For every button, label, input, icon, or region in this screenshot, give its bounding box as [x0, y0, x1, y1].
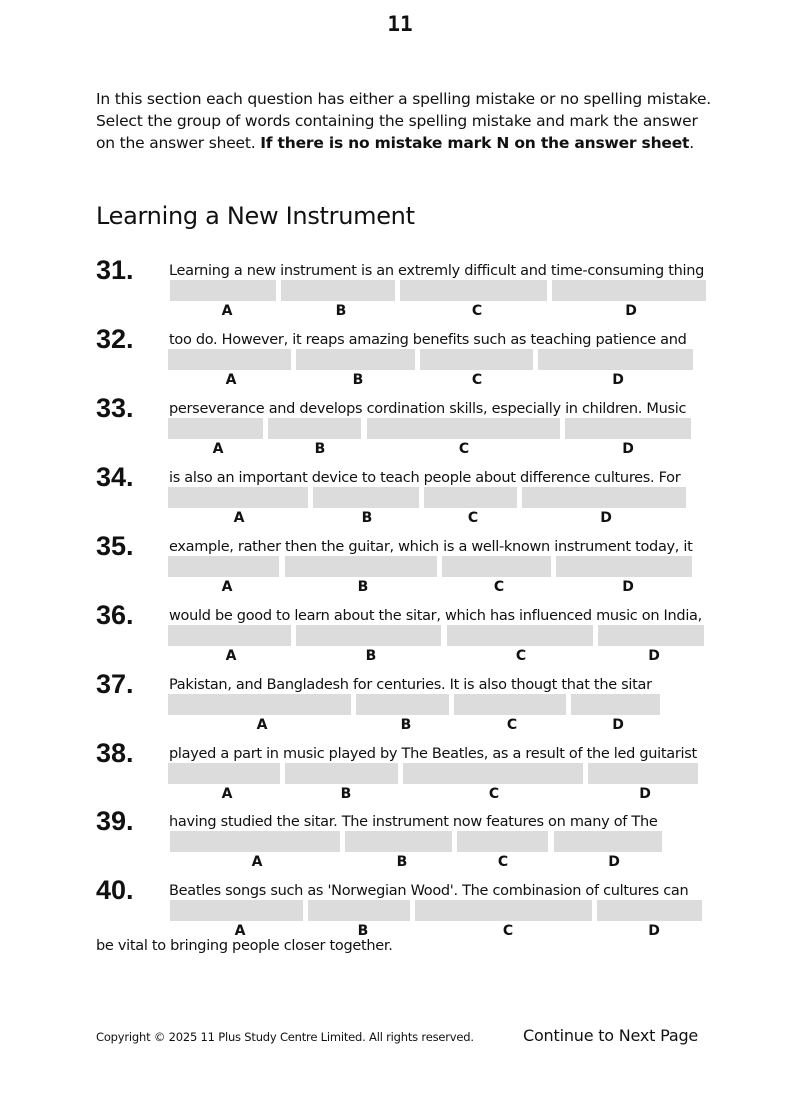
option-label-b: B: [340, 786, 352, 802]
option-label-d: D: [648, 923, 660, 939]
question-number: 40.: [96, 875, 134, 905]
option-label-c: C: [471, 372, 483, 388]
option-label-b: B: [357, 923, 369, 939]
instructions-line-1: In this section each question has either a spelling mistake or no spelling mistake.: [96, 90, 712, 108]
option-label-c: C: [471, 303, 483, 319]
option-label-c: C: [467, 510, 479, 526]
question-number: 39.: [96, 806, 134, 836]
instructions-bold-text: If there is no mistake mark N on the answer sheet: [260, 134, 690, 152]
option-box-b[interactable]: [296, 349, 415, 370]
option-box-d[interactable]: [598, 625, 704, 646]
option-label-a: A: [221, 786, 233, 802]
option-label-d: D: [600, 510, 612, 526]
option-label-a: A: [221, 579, 233, 595]
option-box-c[interactable]: [400, 280, 547, 301]
option-box-a[interactable]: [170, 900, 303, 921]
question-number: 33.: [96, 393, 134, 423]
option-box-a[interactable]: [168, 349, 291, 370]
option-label-b: B: [335, 303, 347, 319]
option-box-b[interactable]: [281, 280, 395, 301]
question-number: 31.: [96, 255, 134, 285]
option-box-a[interactable]: [168, 418, 263, 439]
option-label-a: A: [221, 303, 233, 319]
option-box-d[interactable]: [554, 831, 662, 852]
option-label-d: D: [622, 579, 634, 595]
option-label-b: B: [352, 372, 364, 388]
option-label-d: D: [612, 372, 624, 388]
question-text: is also an important device to teach people about difference cultures. For: [169, 470, 681, 486]
option-box-c[interactable]: [457, 831, 548, 852]
option-label-b: B: [365, 648, 377, 664]
question-text: Learning a new instrument is an extremly difficult and time-consuming thing: [169, 263, 705, 279]
option-label-d: D: [625, 303, 637, 319]
option-label-b: B: [361, 510, 373, 526]
question-text: Beatles songs such as 'Norwegian Wood'. The combinasion of cultures can: [169, 883, 689, 899]
option-label-a: A: [234, 923, 246, 939]
option-box-c[interactable]: [447, 625, 593, 646]
option-box-d[interactable]: [552, 280, 706, 301]
option-box-d[interactable]: [588, 763, 698, 784]
question-37: [0, 669, 800, 737]
instructions-line-3-text: on the answer sheet.: [96, 134, 261, 152]
question-number: 32.: [96, 324, 134, 354]
option-box-c[interactable]: [415, 900, 592, 921]
option-label-c: C: [502, 923, 514, 939]
option-label-a: A: [225, 648, 237, 664]
option-box-a[interactable]: [168, 625, 291, 646]
continue-to-next-page: Continue to Next Page: [523, 1026, 699, 1045]
option-label-d: D: [622, 441, 634, 457]
question-number: 36.: [96, 600, 134, 630]
question-text: having studied the sitar. The instrument now features on many of The: [169, 814, 658, 830]
option-box-b[interactable]: [308, 900, 410, 921]
question-text: Pakistan, and Bangladesh for centuries. It is also thougt that the sitar: [169, 677, 652, 693]
option-box-b[interactable]: [268, 418, 361, 439]
option-box-d[interactable]: [538, 349, 693, 370]
option-box-b[interactable]: [285, 556, 437, 577]
question-31: [0, 255, 800, 323]
option-label-d: D: [639, 786, 651, 802]
closing-text: be vital to bringing people closer together.: [96, 938, 393, 954]
option-box-a[interactable]: [168, 763, 280, 784]
option-box-d[interactable]: [556, 556, 692, 577]
question-text: example, rather then the guitar, which is a well-known instrument today, it: [169, 539, 693, 555]
option-box-a[interactable]: [168, 487, 308, 508]
option-label-c: C: [488, 786, 500, 802]
question-40: [0, 875, 800, 943]
instructions: [96, 88, 716, 154]
option-box-d[interactable]: [571, 694, 660, 715]
question-number: 38.: [96, 738, 134, 768]
option-label-b: B: [314, 441, 326, 457]
option-label-a: A: [256, 717, 268, 733]
option-box-a[interactable]: [170, 280, 276, 301]
question-35: [0, 531, 800, 599]
question-39: [0, 806, 800, 874]
question-36: [0, 600, 800, 668]
option-label-c: C: [458, 441, 470, 457]
instructions-line-2: Select the group of words containing the spelling mistake and mark the answer: [96, 112, 698, 130]
option-box-d[interactable]: [522, 487, 686, 508]
option-box-d[interactable]: [597, 900, 702, 921]
question-34: [0, 462, 800, 530]
section-title: Learning a New Instrument: [96, 202, 415, 230]
option-label-a: A: [251, 854, 263, 870]
option-box-c[interactable]: [403, 763, 583, 784]
option-label-a: A: [233, 510, 245, 526]
option-box-a[interactable]: [168, 556, 279, 577]
question-number: 34.: [96, 462, 134, 492]
option-label-c: C: [515, 648, 527, 664]
option-box-d[interactable]: [565, 418, 691, 439]
option-box-c[interactable]: [424, 487, 517, 508]
question-text: too do. However, it reaps amazing benefits such as teaching patience and: [169, 332, 687, 348]
option-box-c[interactable]: [420, 349, 533, 370]
option-label-c: C: [506, 717, 518, 733]
option-label-d: D: [608, 854, 620, 870]
option-label-c: C: [497, 854, 509, 870]
option-box-c[interactable]: [442, 556, 551, 577]
option-label-d: D: [612, 717, 624, 733]
question-number: 35.: [96, 531, 134, 561]
question-number: 37.: [96, 669, 134, 699]
option-box-c[interactable]: [367, 418, 560, 439]
option-box-b[interactable]: [356, 694, 449, 715]
question-text: would be good to learn about the sitar, which has influenced music on India,: [169, 608, 702, 624]
question-38: [0, 738, 800, 806]
option-box-a[interactable]: [170, 831, 340, 852]
option-box-c[interactable]: [454, 694, 566, 715]
option-label-b: B: [400, 717, 412, 733]
page-number: 11: [387, 12, 413, 36]
option-label-b: B: [357, 579, 369, 595]
question-text: perseverance and develops cordination skills, especially in children. Music: [169, 401, 687, 417]
copyright-notice: Copyright © 2025 11 Plus Study Centre Limited. All rights reserved.: [96, 1030, 474, 1044]
option-box-b[interactable]: [285, 763, 398, 784]
question-33: [0, 393, 800, 461]
instructions-line-3: [96, 132, 716, 154]
option-label-c: C: [493, 579, 505, 595]
option-label-a: A: [225, 372, 237, 388]
option-box-b[interactable]: [296, 625, 441, 646]
instructions-line-3-end: .: [689, 134, 694, 152]
question-32: [0, 324, 800, 392]
option-box-b[interactable]: [345, 831, 452, 852]
option-box-b[interactable]: [313, 487, 419, 508]
option-label-d: D: [648, 648, 660, 664]
option-box-a[interactable]: [168, 694, 351, 715]
option-label-b: B: [396, 854, 408, 870]
question-text: played a part in music played by The Beatles, as a result of the led guitarist: [169, 746, 697, 762]
option-label-a: A: [212, 441, 224, 457]
